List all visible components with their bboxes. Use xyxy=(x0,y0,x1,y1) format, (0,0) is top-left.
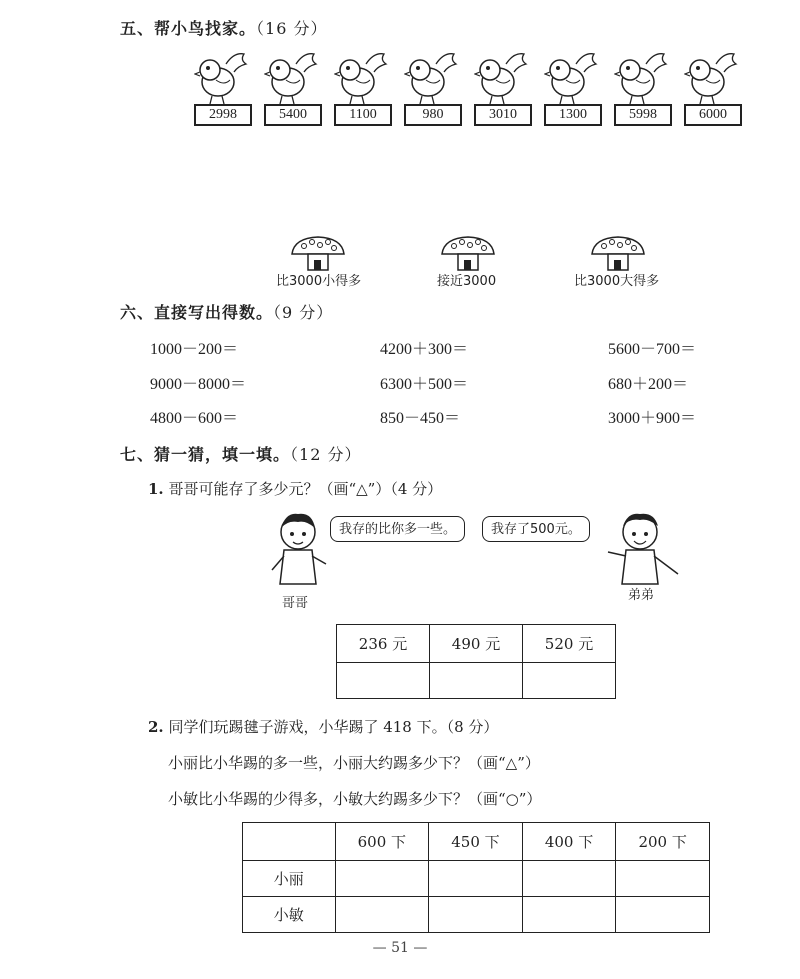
bird-icon xyxy=(334,50,392,106)
calc-item: 850－450＝ xyxy=(380,410,461,427)
question-1-number: 1. xyxy=(148,480,164,498)
table2-header: 450 下 xyxy=(429,823,523,861)
question-2-line1: 小丽比小华踢的多一些，小丽大约踢多少下？（画“△”） xyxy=(168,754,540,772)
table2-row-label: 小丽 xyxy=(243,861,336,897)
section6-title-text: 六、直接写出得数。 xyxy=(120,303,274,322)
table1-header: 236 元 xyxy=(337,625,430,663)
table2-header: 200 下 xyxy=(616,823,710,861)
section6-points: （9 分） xyxy=(273,303,334,322)
answer-cell[interactable] xyxy=(335,897,429,933)
older-brother-label: 哥哥 xyxy=(282,596,309,611)
calc-item: 6300＋500＝ xyxy=(380,376,469,393)
answer-cell[interactable] xyxy=(522,861,616,897)
question-2-text: 同学们玩踢毽子游戏，小华踢了 418 下。（8 分） xyxy=(168,718,499,736)
answer-cell[interactable] xyxy=(616,897,710,933)
answer-cell[interactable] xyxy=(429,861,523,897)
section7-points: （12 分） xyxy=(290,445,362,464)
section5-points: （16 分） xyxy=(256,19,328,38)
speech-bubble-left: 我存的比你多一些。 xyxy=(330,516,465,542)
section6-title xyxy=(120,300,333,323)
question-1 xyxy=(148,478,442,499)
table2-header: 600 下 xyxy=(335,823,429,861)
section7-title-text: 七、猜一猜，填一填。 xyxy=(120,445,291,464)
answer-cell[interactable] xyxy=(430,663,523,699)
question-2-line2: 小敏比小华踢的少得多，小敏大约踢多少下？（画“○”） xyxy=(168,790,542,808)
mushroom-house-icon xyxy=(290,234,346,274)
bird-icon xyxy=(614,50,672,106)
answer-cell[interactable] xyxy=(522,897,616,933)
calc-item: 9000－8000＝ xyxy=(150,376,247,393)
bird-icon xyxy=(404,50,462,106)
calc-item: 4200＋300＝ xyxy=(380,341,469,358)
bird-number-box: 5400 xyxy=(264,104,322,126)
bird-icon xyxy=(474,50,532,106)
table1-header: 490 元 xyxy=(430,625,523,663)
section7-title xyxy=(120,442,361,465)
mushroom-label: 比3000小得多 xyxy=(276,274,362,289)
answer-cell[interactable] xyxy=(523,663,616,699)
savings-table xyxy=(336,624,616,699)
older-brother-illustration xyxy=(268,508,328,596)
calc-item: 680＋200＝ xyxy=(608,376,689,393)
question-1-text: 哥哥可能存了多少元？（画“△”）（4 分） xyxy=(168,480,443,498)
bird-icon xyxy=(544,50,602,106)
younger-brother-illustration xyxy=(598,508,682,596)
section5-title-text: 五、帮小鸟找家。 xyxy=(120,19,257,38)
answer-cell[interactable] xyxy=(616,861,710,897)
bird-icon xyxy=(264,50,322,106)
bird-icon xyxy=(194,50,252,106)
answer-cell[interactable] xyxy=(335,861,429,897)
question-2 xyxy=(148,716,498,737)
mushroom-label: 比3000大得多 xyxy=(574,274,660,289)
table1-header: 520 元 xyxy=(523,625,616,663)
bird-number-box: 5998 xyxy=(614,104,672,126)
answer-cell[interactable] xyxy=(337,663,430,699)
bird-number-box: 1100 xyxy=(334,104,392,126)
bird-number-box: 1300 xyxy=(544,104,602,126)
bird-number-box: 6000 xyxy=(684,104,742,126)
section5-title xyxy=(120,16,327,39)
bird-number-box: 3010 xyxy=(474,104,532,126)
table2-header: 400 下 xyxy=(522,823,616,861)
calc-item: 1000－200＝ xyxy=(150,341,239,358)
table2-corner xyxy=(243,823,336,861)
younger-brother-label: 弟弟 xyxy=(628,588,655,603)
calc-item: 4800－600＝ xyxy=(150,410,239,427)
page-number: — 51 — xyxy=(372,940,428,956)
calc-item: 5600－700＝ xyxy=(608,341,697,358)
mushroom-house-icon xyxy=(590,234,646,274)
calc-item: 3000＋900＝ xyxy=(608,410,697,427)
question-2-number: 2. xyxy=(148,718,164,736)
mushroom-house-icon xyxy=(440,234,496,274)
bird-icon xyxy=(684,50,742,106)
bird-number-box: 980 xyxy=(404,104,462,126)
mushroom-label: 接近3000 xyxy=(437,274,497,289)
shuttlecock-table xyxy=(242,822,710,933)
speech-bubble-right: 我存了500元。 xyxy=(482,516,590,542)
answer-cell[interactable] xyxy=(429,897,523,933)
bird-number-box: 2998 xyxy=(194,104,252,126)
table2-row-label: 小敏 xyxy=(243,897,336,933)
